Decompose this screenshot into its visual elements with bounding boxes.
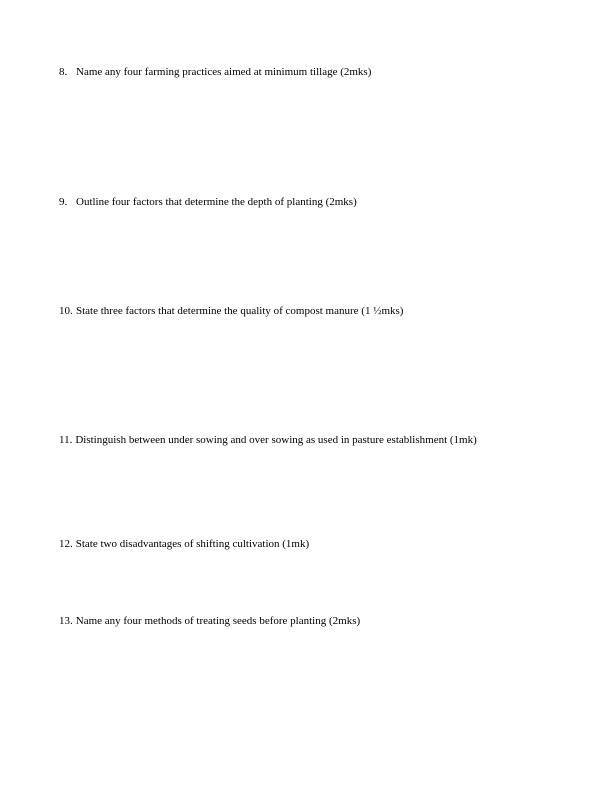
question-11 xyxy=(59,434,477,447)
question-number: 8. xyxy=(59,66,68,78)
question-number: 11. xyxy=(59,434,73,446)
question-text: State two disadvantages of shifting cultivation (1mk) xyxy=(75,538,310,550)
question-number: 9. xyxy=(59,196,68,208)
question-13 xyxy=(59,615,360,628)
question-text: Name any four methods of treating seeds before planting (2mks) xyxy=(75,615,361,627)
question-number: 10. xyxy=(59,305,73,317)
question-number: 12. xyxy=(59,538,73,550)
question-text: Distinguish between under sowing and over sowing as used in pasture establishment (1mk) xyxy=(75,434,477,446)
question-text: State three factors that determine the quality of compost manure (1 ½mks) xyxy=(76,305,404,317)
question-8 xyxy=(59,66,371,79)
question-text: Name any four farming practices aimed at minimum tillage (2mks) xyxy=(76,66,372,78)
question-12 xyxy=(59,538,309,551)
question-number: 13. xyxy=(59,615,73,627)
question-9 xyxy=(59,196,357,209)
question-10 xyxy=(59,305,403,318)
question-text: Outline four factors that determine the depth of planting (2mks) xyxy=(76,196,357,208)
